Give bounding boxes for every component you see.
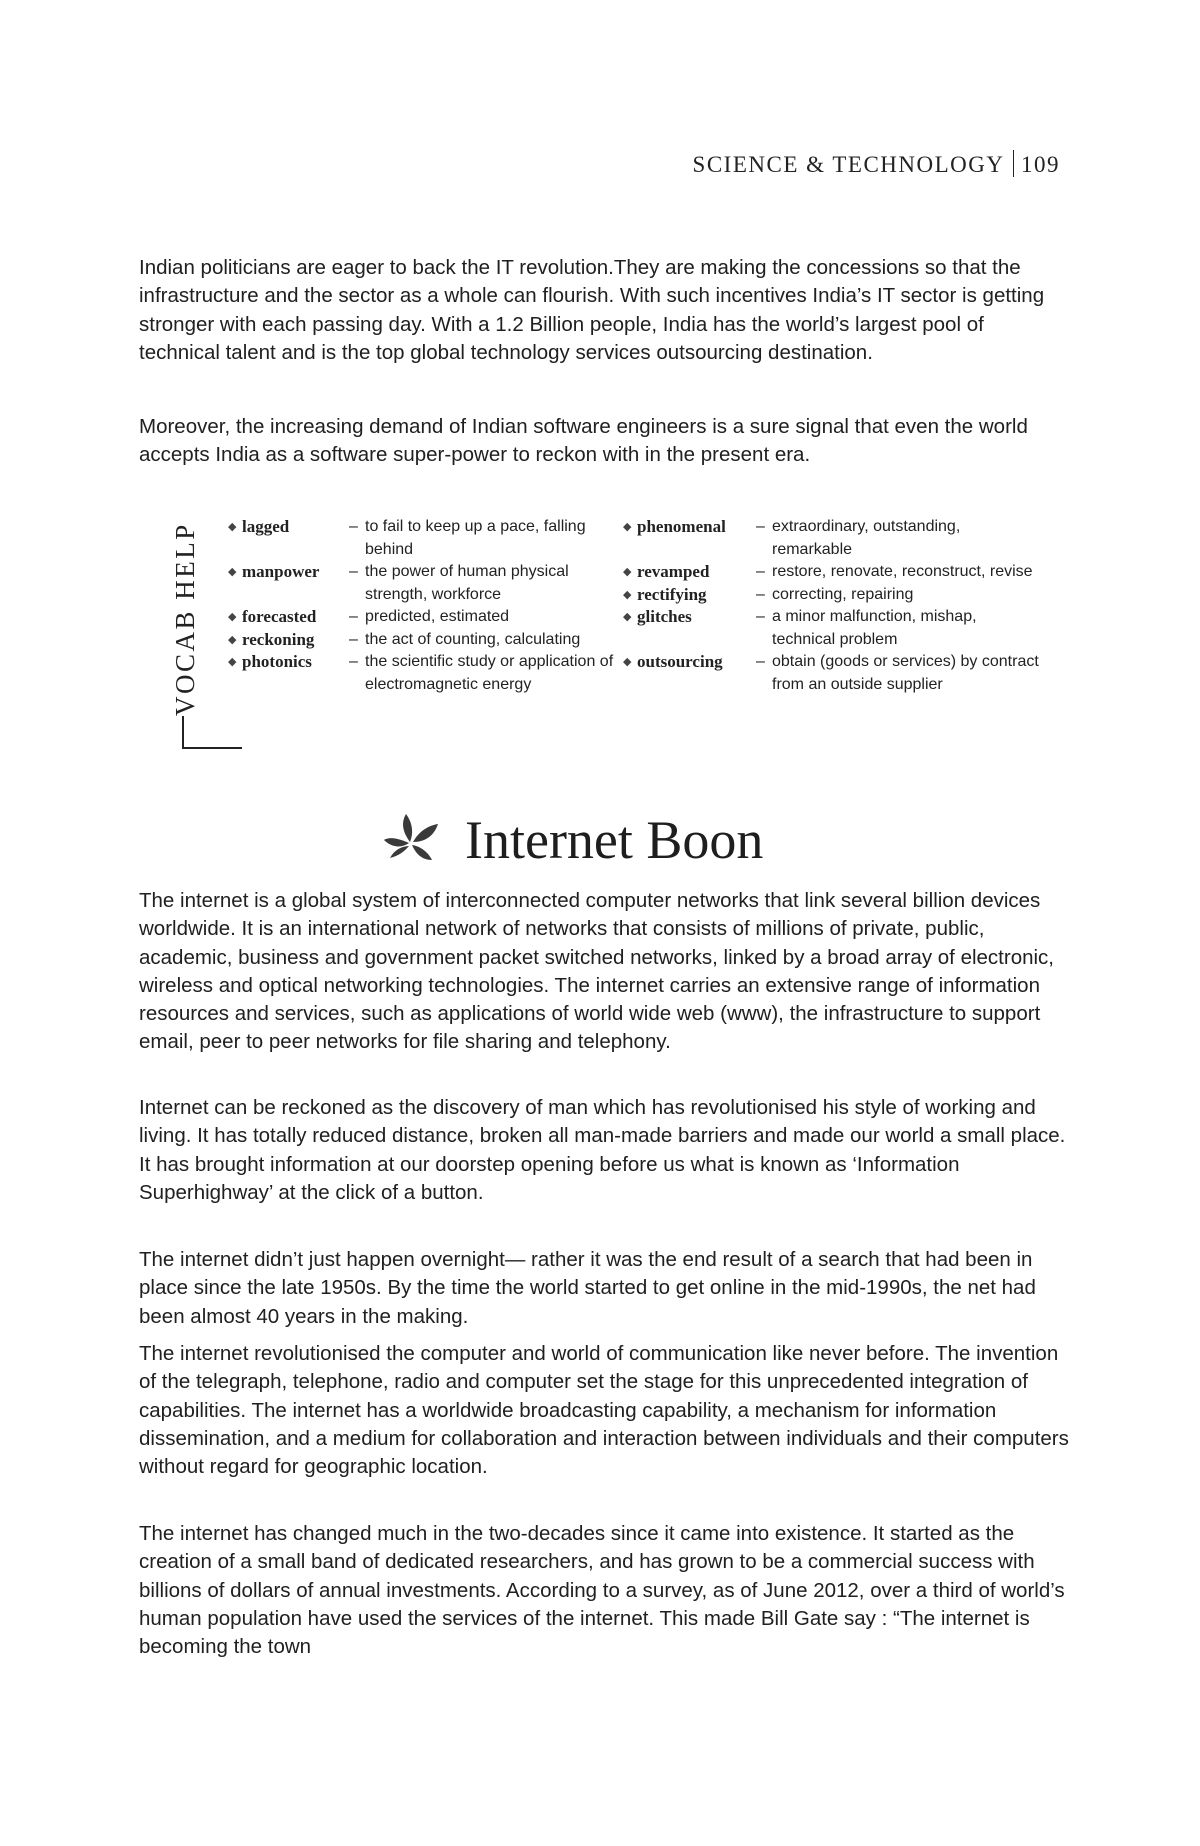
vocab-bracket: [182, 716, 184, 748]
vocab-item-glitches: ◆ glitches – a minor malfunction, mishap, technical problem: [623, 607, 977, 648]
running-head-divider: [1013, 150, 1015, 177]
vocab-item-revamped: ◆ revamped – restore, renovate, reconstruct, revise: [623, 561, 1068, 584]
bullet-icon: ◆: [228, 633, 237, 646]
body-paragraph-5: The internet has changed much in the two-decades since it came into existence. It started as the creation of a small band of dedicated researchers, and has grown to be a commercial success with billions of dollars of annual investments. According to a survey, as of June 2012, over a third of world’s human population have used the services of the internet. This made Bill Gate say : “The internet is becoming the town: [139, 1522, 1065, 1659]
section-title: Internet Boon: [465, 810, 764, 870]
page-number: 109: [1021, 152, 1060, 177]
running-head: [693, 150, 1060, 178]
vocab-column-left: [228, 516, 623, 696]
body-paragraph-4: The internet revolutionised the computer and world of communication like never before. The invention of the telegraph, telephone, radio and computer set the stage for this unprecedented integration of capabilities. The internet has a worldwide broadcasting capability, a mechanism for information dissemination, and a medium for collaboration and interaction between individuals and their computers without regard for geographic location.: [139, 1342, 1069, 1479]
body-paragraph-1: The internet is a global system of interconnected computer networks that link several billion devices worldwide. It is an international network of networks that consists of millions of private, public, academic, business and government packet switched networks, linked by a broad array of electronic, wireless and optical networking technologies. The internet carries an extensive range of information resources and services, such as applications of world wide web (www), the infrastructure to support email, peer to peer networks for file sharing and telephony.: [139, 889, 1055, 1054]
section-heading: [380, 806, 820, 876]
vocab-bracket-base: [182, 747, 242, 749]
vocab-item-forecasted: ◆ forecasted – predicted, estimated: [228, 606, 623, 629]
intro-paragraph-1: Indian politicians are eager to back the IT revolution.They are making the concessions so that the infrastructure and the sector as a whole can flourish. With such incentives India’s IT sector is getting stronger with each passing day. With a 1.2 Billion people, India has the world’s largest pool of technical talent and is the top global technology services outsourcing destination.: [139, 256, 1045, 364]
vocab-item-phenomenal: ◆ phenomenal – extraordinary, outstanding, remarkable: [623, 517, 961, 558]
vocab-item-photonics: ◆ photonics – the scientific study or application of electromagnetic energy: [228, 652, 614, 693]
vocab-item-reckoning: ◆ reckoning – the act of counting, calculating: [228, 629, 623, 652]
vocab-help-title: VOCAB HELP: [170, 522, 200, 716]
vocab-item-rectifying: ◆ rectifying – correcting, repairing: [623, 584, 1068, 607]
body-paragraph-3: The internet didn’t just happen overnight— rather it was the end result of a search that had been in place since the late 1950s. By the time the world started to get online in the mid-1990s, the net had been almost 40 years in the making.: [139, 1248, 1036, 1328]
body-paragraph-2: Internet can be reckoned as the discovery of man which has revolutionised his style of working and living. It has totally reduced distance, broken all man-made barriers and made our world a small place. It has brought information at our doorstep opening before us what is known as ‘Information Superhighway’ at the click of a button.: [139, 1096, 1066, 1204]
running-head-section: SCIENCE & TECHNOLOGY: [692, 152, 1005, 177]
bullet-icon: ◆: [623, 521, 632, 533]
bullet-icon: ◆: [623, 566, 632, 578]
bullet-icon: ◆: [228, 656, 237, 668]
bullet-icon: ◆: [623, 588, 632, 601]
vocab-column-right: [623, 516, 1068, 696]
intro-paragraph-2: Moreover, the increasing demand of Indian software engineers is a sure signal that even the world accepts India as a software super-power to reckon with in the present era.: [139, 415, 1028, 467]
vocab-help-box: [168, 516, 1068, 748]
vocab-item-outsourcing: ◆ outsourcing – obtain (goods or services) by contract from an outside supplier: [623, 652, 1039, 693]
bullet-icon: ◆: [228, 611, 237, 623]
bullet-icon: ◆: [228, 521, 237, 533]
bullet-icon: ◆: [228, 566, 237, 578]
vocab-item-lagged: ◆ lagged – to fail to keep up a pace, falling behind: [228, 517, 586, 558]
leaf-ornament-icon: [380, 806, 446, 872]
bullet-icon: ◆: [623, 611, 632, 623]
vocab-item-manpower: ◆ manpower – the power of human physical strength, workforce: [228, 562, 569, 603]
bullet-icon: ◆: [623, 656, 632, 668]
